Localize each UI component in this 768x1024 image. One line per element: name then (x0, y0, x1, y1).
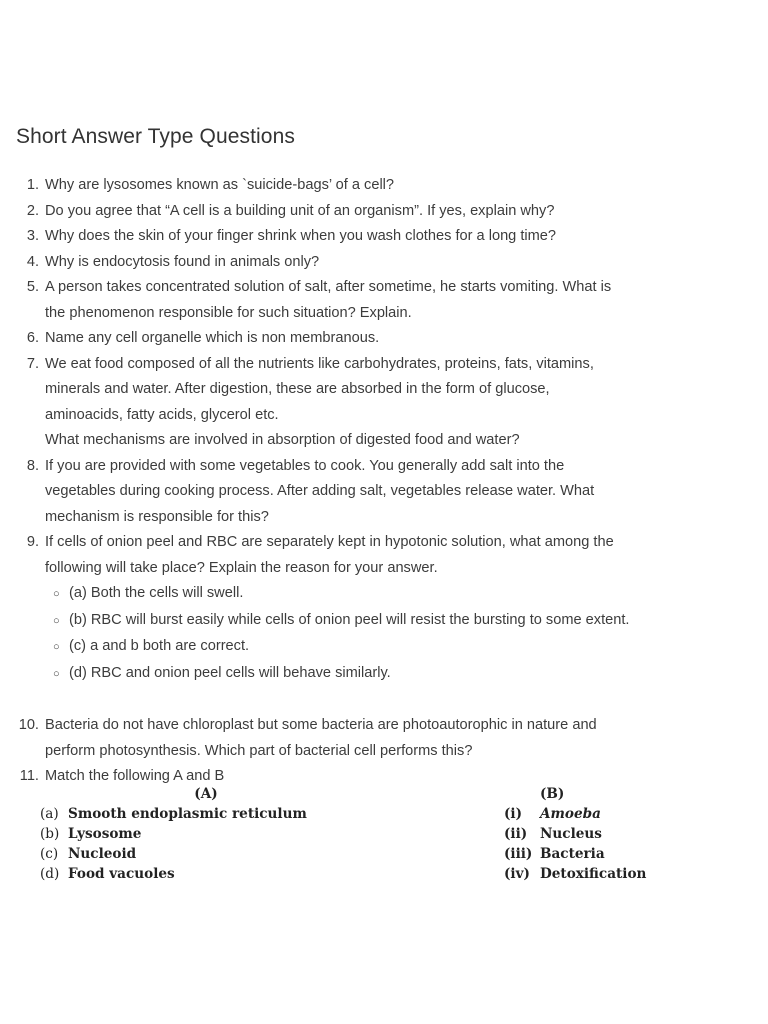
question-line: If you are provided with some vegetables to cook. You generally add salt into the (45, 457, 565, 474)
question-text (39, 250, 756, 276)
option-text: (c) a and b both are correct. (69, 638, 250, 654)
question-2 (16, 199, 756, 225)
column-a-item: Nucleoid (68, 846, 137, 862)
column-a-label: (b) (40, 826, 60, 842)
question-text (39, 173, 756, 199)
column-b-label: (iv) (504, 866, 530, 882)
column-a-header: (A) (194, 786, 218, 802)
question-number: 9. (26, 534, 39, 550)
question-1 (16, 173, 756, 199)
column-a-item: Smooth endoplasmic reticulum (68, 806, 307, 822)
question-text (39, 199, 756, 225)
match-header-row (40, 784, 646, 804)
question-line: following will take place? Explain the reason for your answer. (45, 559, 438, 576)
question-5 (16, 275, 756, 326)
question-text (39, 530, 756, 687)
question-line: Do you agree that “A cell is a building unit of an organism”. If yes, explain why? (45, 202, 555, 219)
question-line: We eat food composed of all the nutrients like carbohydrates, proteins, fats, vitamins, (45, 355, 594, 372)
option-text: (a) Both the cells will swell. (69, 585, 244, 601)
question-line: Why are lysosomes known as `suicide-bags’ of a cell? (45, 177, 395, 193)
question-line: Why does the skin of your finger shrink when you wash clothes for a long time? (45, 228, 557, 244)
question-number: 4. (26, 253, 39, 270)
option-text: (d) RBC and onion peel cells will behave similarly. (69, 664, 391, 681)
question-number: 8. (26, 457, 39, 474)
option-text: (b) RBC will burst easily while cells of onion peel will resist the bursting to some extent. (69, 611, 630, 628)
question-line: the phenomenon responsible for such situation? Explain. (45, 304, 412, 321)
question-number: 5. (26, 279, 39, 295)
column-b-item: Nucleus (540, 826, 602, 842)
column-b-item: Amoeba (540, 806, 601, 822)
question-line: Name any cell organelle which is non membranous. (45, 330, 380, 346)
match-row (40, 804, 646, 824)
circle-bullet-icon: ○ (53, 641, 60, 653)
question-line: minerals and water. After digestion, these are absorbed in the form of glucose, (45, 381, 550, 397)
question-text (39, 275, 756, 326)
circle-bullet-icon: ○ (53, 614, 60, 627)
question-line: vegetables during cooking process. After adding salt, vegetables release water. What (45, 483, 595, 499)
question-3 (16, 224, 756, 250)
column-b-item: Detoxification (540, 866, 647, 882)
question-line: A person takes concentrated solution of salt, after sometime, he starts vomiting. What is (45, 279, 612, 295)
question-text (39, 713, 756, 764)
option-item (45, 608, 756, 635)
option-item (45, 581, 756, 608)
circle-bullet-icon: ○ (53, 588, 60, 600)
question-text (39, 326, 756, 352)
column-b-label: (ii) (504, 826, 528, 842)
match-row (40, 864, 646, 884)
question-line: If cells of onion peel and RBC are separately kept in hypotonic solution, what among the (45, 534, 614, 550)
column-b-header: (B) (540, 786, 565, 802)
question-number: 2. (26, 202, 39, 219)
match-row (40, 824, 646, 844)
column-a-label: (d) (40, 866, 60, 882)
question-line: Bacteria do not have chloroplast but some bacteria are photoautorophic in nature and (45, 717, 597, 733)
option-item (45, 661, 756, 688)
question-line: Match the following A and B (45, 768, 225, 784)
column-a-item: Lysosome (68, 826, 142, 842)
question-8 (16, 454, 756, 531)
column-a-item: Food vacuoles (68, 866, 175, 882)
question-10 (16, 713, 756, 764)
question-number: 11. (19, 768, 39, 784)
match-row (40, 844, 646, 864)
page-title: Short Answer Type Questions (16, 125, 295, 148)
question-7 (16, 352, 756, 454)
column-b-label: (i) (504, 806, 523, 822)
question-text (39, 352, 756, 454)
question-line: mechanism is responsible for this? (45, 508, 269, 525)
question-text (39, 454, 756, 531)
question-number: 6. (26, 330, 39, 346)
question-number: 10. (18, 717, 39, 733)
question-4 (16, 250, 756, 276)
option-item (45, 634, 756, 661)
question-line: Why is endocytosis found in animals only? (45, 253, 320, 270)
question-list (16, 173, 756, 790)
section-gap (16, 687, 756, 713)
question-line: perform photosynthesis. Which part of bacterial cell performs this? (45, 742, 473, 759)
circle-bullet-icon: ○ (53, 667, 60, 680)
column-a-label: (a) (40, 806, 59, 822)
column-b-item: Bacteria (540, 846, 605, 862)
question-line: aminoacids, fatty acids, glycerol etc. (45, 406, 279, 423)
match-table (40, 784, 646, 884)
question-text (39, 224, 756, 250)
question-6 (16, 326, 756, 352)
column-b-label: (iii) (504, 846, 533, 862)
column-a-label: (c) (40, 846, 59, 862)
question-number: 1. (26, 177, 39, 193)
question-line: What mechanisms are involved in absorption of digested food and water? (45, 432, 520, 448)
question-9 (16, 530, 756, 687)
question-number: 7. (26, 355, 39, 372)
question-number: 3. (26, 228, 39, 244)
